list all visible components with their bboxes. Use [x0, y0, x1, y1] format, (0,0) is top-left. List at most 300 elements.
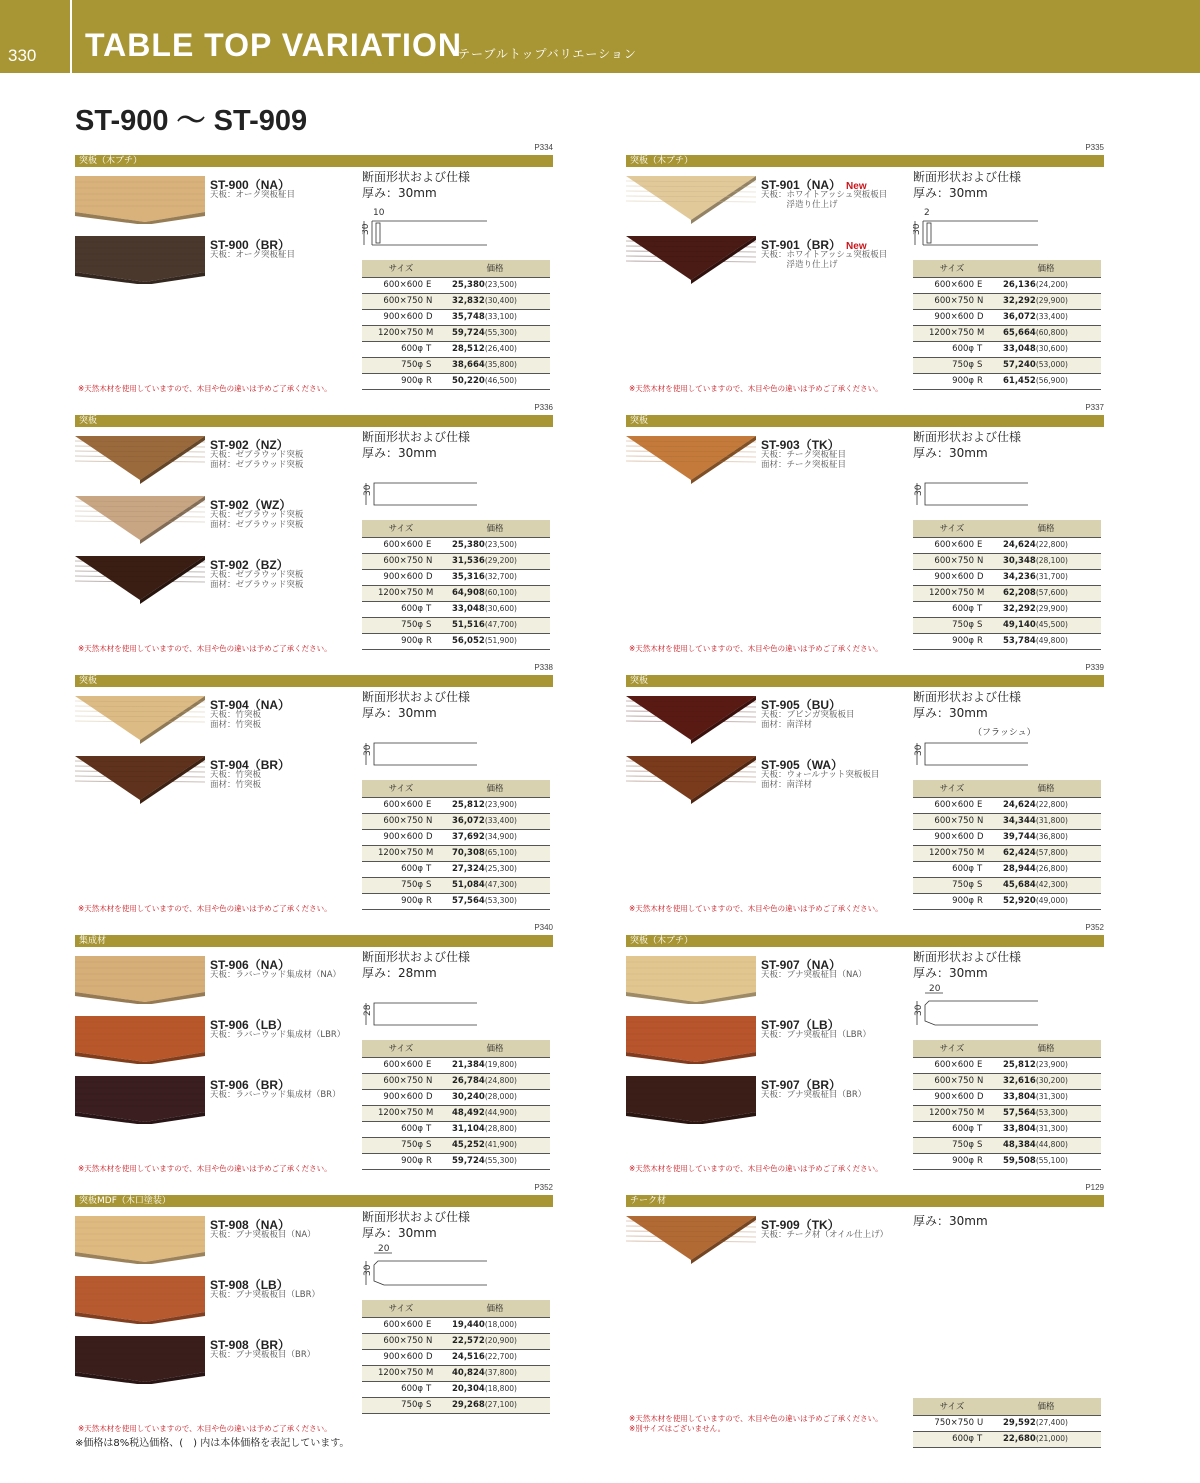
price-value: 59,724 [452, 1156, 485, 1166]
price-cell [440, 829, 550, 845]
price-cell [440, 877, 550, 893]
size-cell: 600φ [362, 1121, 426, 1137]
product-item [626, 956, 926, 1011]
price-cell [991, 893, 1101, 909]
cross-section [362, 461, 492, 513]
price-table-header [362, 260, 550, 277]
price-value: 34,344 [1003, 816, 1036, 826]
product-name-text: ST-905（BU） [761, 698, 842, 712]
product-description: 天板：ラバーウッド集成材（BR） [210, 1090, 341, 1100]
table-row [913, 797, 1101, 813]
product-name-text: ST-907（BR） [761, 1078, 842, 1092]
price-value: 62,208 [1003, 588, 1036, 598]
new-badge: New [846, 181, 867, 192]
price-cell [440, 797, 550, 813]
price-value: 31,104 [452, 1124, 485, 1134]
category-bar: 突板MDF（木口塗装） [75, 1195, 553, 1207]
tabletop-swatch [75, 436, 205, 484]
price-cell [991, 1415, 1101, 1431]
price-value: 39,744 [1003, 832, 1036, 842]
base-price: (31,300) [1035, 1092, 1068, 1101]
price-table [913, 1040, 1101, 1170]
spec-heading: 断面形状および仕様 [913, 170, 1022, 184]
thickness: 厚み：30mm [362, 186, 437, 200]
base-price: (22,800) [1035, 540, 1068, 549]
dim-top: 2 [924, 208, 930, 218]
size-cell: 750φ [362, 1137, 426, 1153]
price-table [913, 520, 1101, 650]
table-row [913, 537, 1101, 553]
table-row [913, 829, 1101, 845]
base-price: (30,600) [484, 604, 517, 613]
size-cell: 900×600 [362, 829, 426, 845]
category-bar: 突板（木ブチ） [75, 155, 553, 167]
size-code: S [426, 877, 440, 893]
base-price: (29,900) [1035, 604, 1068, 613]
size-cell: 750φ [913, 877, 977, 893]
size-code: T [977, 1121, 991, 1137]
size-cell: 900×600 [913, 569, 977, 585]
dim-height: 30 [363, 484, 373, 496]
product-description: 天板：ラバーウッド集成材（LBR） [210, 1030, 346, 1040]
price-header: 価格 [440, 1040, 550, 1057]
size-cell: 600φ [362, 1381, 426, 1397]
tabletop-swatch [75, 1216, 205, 1264]
size-code: S [977, 357, 991, 373]
table-row [913, 845, 1101, 861]
product-item [626, 236, 926, 291]
table-row [362, 797, 550, 813]
product-name-text: ST-903（TK） [761, 438, 840, 452]
category-bar: 突板 [75, 675, 553, 687]
category-bar: 突板 [626, 675, 1104, 687]
spec-heading: 断面形状および仕様 [913, 430, 1022, 444]
wood-note: ※天然木材を使用していますので、木目や色の違いは予めご了承ください。 [78, 384, 332, 393]
size-cell: 900×600 [913, 829, 977, 845]
price-value: 25,812 [1003, 1060, 1036, 1070]
size-cell: 600×750 [362, 553, 426, 569]
size-code: E [977, 1057, 991, 1073]
size-code: N [426, 553, 440, 569]
base-price: (23,500) [484, 280, 517, 289]
price-cell [991, 1105, 1101, 1121]
price-table-header [362, 520, 550, 537]
product-description: 天板：オーク突板柾目 [210, 190, 296, 200]
product-item [75, 1336, 375, 1391]
price-header: 価格 [440, 780, 550, 797]
price-value: 36,072 [1003, 312, 1036, 322]
price-value: 51,516 [452, 620, 485, 630]
tabletop-swatch [75, 236, 205, 284]
edge-band [927, 223, 931, 243]
spec-block [362, 169, 470, 201]
base-price: (44,900) [484, 1108, 517, 1117]
price-cell [991, 553, 1101, 569]
product-item [75, 436, 375, 491]
price-cell [440, 1105, 550, 1121]
size-header: サイズ [362, 520, 440, 537]
spec-block [362, 949, 470, 981]
cross-section [913, 461, 1043, 513]
price-cell [440, 1057, 550, 1073]
cross-section [362, 201, 492, 253]
product-name-text: ST-909（TK） [761, 1218, 840, 1232]
size-code: E [977, 797, 991, 813]
base-price: (60,800) [1035, 328, 1068, 337]
section-outline [925, 1001, 1038, 1025]
price-header: 価格 [991, 260, 1101, 277]
price-cell [440, 1153, 550, 1169]
price-value: 52,920 [1003, 896, 1036, 906]
price-value: 35,316 [452, 572, 485, 582]
size-code: T [977, 861, 991, 877]
product-section [626, 403, 1104, 661]
product-name-text: ST-900（NA） [210, 178, 291, 192]
table-row [362, 893, 550, 909]
size-code: N [977, 813, 991, 829]
price-table-header [913, 1040, 1101, 1057]
size-cell: 600×600 [913, 537, 977, 553]
product-description: 天板：ホワイトアッシュ突板板目 浮造り仕上げ [761, 190, 888, 210]
size-cell: 900φ [913, 1153, 977, 1169]
thickness: 厚み：30mm [913, 446, 988, 460]
product-description: 天板：ブナ突板柾目（LBR） [761, 1030, 871, 1040]
size-header: サイズ [913, 780, 991, 797]
size-cell: 600φ [362, 861, 426, 877]
base-price: (31,700) [1035, 572, 1068, 581]
base-price: (34,900) [484, 832, 517, 841]
price-cell [991, 569, 1101, 585]
price-cell [440, 1381, 550, 1397]
base-price: (55,300) [484, 328, 517, 337]
price-value: 22,572 [452, 1336, 485, 1346]
spec-block [913, 1213, 988, 1229]
price-cell [991, 325, 1101, 341]
table-row [362, 633, 550, 649]
base-price: (49,800) [1035, 636, 1068, 645]
price-cell [440, 277, 550, 293]
size-header: サイズ [362, 1300, 440, 1317]
base-price: (36,800) [1035, 832, 1068, 841]
price-value: 48,492 [452, 1108, 485, 1118]
size-code: R [426, 633, 440, 649]
new-badge: New [846, 241, 867, 252]
price-value: 32,292 [1003, 296, 1036, 306]
price-table [913, 1398, 1101, 1448]
size-code: S [977, 617, 991, 633]
size-code: M [426, 325, 440, 341]
base-price: (33,100) [484, 312, 517, 321]
base-price: (30,600) [1035, 344, 1068, 353]
price-cell [440, 309, 550, 325]
price-value: 59,508 [1003, 1156, 1036, 1166]
size-cell: 1200×750 [362, 1365, 426, 1381]
base-price: (37,800) [484, 1368, 517, 1377]
price-cell [440, 1089, 550, 1105]
size-code: R [977, 373, 991, 389]
product-name-text: ST-902（WZ） [210, 498, 292, 512]
base-price: (18,800) [484, 1384, 517, 1393]
dim-height: 30 [914, 1004, 924, 1016]
size-cell: 600×750 [362, 1333, 426, 1349]
product-section [626, 1183, 1104, 1444]
size-cell: 600φ [913, 341, 977, 357]
price-value: 33,048 [1003, 344, 1036, 354]
thickness: 厚み：30mm [362, 446, 437, 460]
size-code: E [426, 277, 440, 293]
product-description: 天板：チーク材（オイル仕上げ） [761, 1230, 889, 1240]
size-cell: 900φ [362, 1153, 426, 1169]
size-cell: 900φ [362, 373, 426, 389]
price-cell [991, 1137, 1101, 1153]
price-value: 24,516 [452, 1352, 485, 1362]
size-code: E [977, 277, 991, 293]
table-row [362, 373, 550, 389]
table-row [362, 829, 550, 845]
price-cell [991, 861, 1101, 877]
size-code: R [426, 893, 440, 909]
size-code: E [426, 797, 440, 813]
base-price: (23,900) [484, 800, 517, 809]
base-price: (23,900) [1035, 1060, 1068, 1069]
category-bar: チーク材 [626, 1195, 1104, 1207]
size-cell: 1200×750 [913, 845, 977, 861]
base-price: (22,700) [484, 1352, 517, 1361]
size-cell: 750φ [913, 1137, 977, 1153]
size-code: E [426, 537, 440, 553]
size-code: D [977, 829, 991, 845]
size-cell: 1200×750 [362, 325, 426, 341]
flash-label: （フラッシュ） [973, 728, 1036, 738]
product-name-text: ST-900（BR） [210, 238, 291, 252]
price-cell [440, 585, 550, 601]
table-row [913, 1057, 1101, 1073]
price-cell [440, 373, 550, 389]
cross-section-diagram [362, 1241, 492, 1289]
header-title: TABLE TOP VARIATION [85, 27, 462, 63]
product-item [626, 696, 926, 751]
base-price: (20,900) [484, 1336, 517, 1345]
product-section [75, 923, 553, 1181]
size-cell: 900φ [913, 893, 977, 909]
price-value: 25,812 [452, 800, 485, 810]
size-cell: 600×600 [362, 1317, 426, 1333]
price-table [362, 260, 550, 390]
price-cell [440, 1333, 550, 1349]
product-item [626, 1016, 926, 1071]
price-table [362, 1300, 550, 1414]
product-description: 天板：オーク突板柾目 [210, 250, 296, 260]
base-price: (49,000) [1035, 896, 1068, 905]
product-item [626, 756, 926, 811]
price-value: 21,384 [452, 1060, 485, 1070]
price-value: 32,832 [452, 296, 485, 306]
section-outline [374, 1261, 487, 1285]
cross-section-diagram [913, 201, 1043, 249]
price-value: 33,804 [1003, 1092, 1036, 1102]
product-item [626, 1076, 926, 1131]
base-price: (27,100) [484, 1400, 517, 1409]
size-cell: 750φ [913, 357, 977, 373]
section-outline [374, 483, 477, 505]
price-cell [440, 1073, 550, 1089]
category-bar: 突板 [75, 415, 553, 427]
tabletop-swatch [626, 696, 756, 744]
cross-section [913, 981, 1043, 1033]
product-name-text: ST-906（NA） [210, 958, 291, 972]
table-row [362, 1397, 550, 1413]
price-value: 49,140 [1003, 620, 1036, 630]
price-value: 56,052 [452, 636, 485, 646]
section-outline [925, 743, 1028, 765]
size-code: D [977, 569, 991, 585]
category-bar: 突板（木ブチ） [626, 155, 1104, 167]
price-cell [991, 1057, 1101, 1073]
price-value: 20,304 [452, 1384, 485, 1394]
price-header: 価格 [991, 520, 1101, 537]
price-value: 36,072 [452, 816, 485, 826]
page-reference: P339 [1085, 663, 1104, 672]
price-cell [440, 553, 550, 569]
table-row [362, 617, 550, 633]
size-cell: 900φ [362, 633, 426, 649]
product-name-text: ST-908（BR） [210, 1338, 291, 1352]
tabletop-swatch [75, 1336, 205, 1384]
product-item [626, 436, 926, 491]
size-code: R [977, 1153, 991, 1169]
size-code: M [426, 585, 440, 601]
table-row [913, 813, 1101, 829]
size-cell: 600φ [913, 1121, 977, 1137]
table-row [362, 585, 550, 601]
price-cell [991, 373, 1101, 389]
base-price: (65,100) [484, 848, 517, 857]
base-price: (44,800) [1035, 1140, 1068, 1149]
price-header: 価格 [440, 520, 550, 537]
price-cell [991, 1121, 1101, 1137]
price-value: 33,804 [1003, 1124, 1036, 1134]
price-value: 29,592 [1003, 1418, 1036, 1428]
table-row [913, 293, 1101, 309]
table-row [913, 1089, 1101, 1105]
base-price: (24,200) [1035, 280, 1068, 289]
category-bar: 突板（木ブチ） [626, 935, 1104, 947]
wood-note: ※天然木材を使用していますので、木目や色の違いは予めご了承ください。 ※別サイズはございません。 [629, 1414, 883, 1433]
base-price: (29,900) [1035, 296, 1068, 305]
price-cell [991, 1431, 1101, 1447]
base-price: (57,600) [1035, 588, 1068, 597]
price-cell [440, 293, 550, 309]
product-name-text: ST-906（LB） [210, 1018, 289, 1032]
base-price: (28,000) [484, 1092, 517, 1101]
spec-block [362, 429, 470, 461]
price-cell [440, 537, 550, 553]
product-name-text: ST-901（NA） [761, 178, 842, 192]
size-code: R [426, 1153, 440, 1169]
price-cell [991, 309, 1101, 325]
product-description: 天板：ブナ突板柾目（NA） [761, 970, 867, 980]
price-value: 25,380 [452, 280, 485, 290]
size-code: T [426, 601, 440, 617]
table-row [362, 553, 550, 569]
price-value: 30,348 [1003, 556, 1036, 566]
dim-height: 30 [913, 223, 922, 235]
edge-band [376, 223, 380, 243]
wood-note: ※天然木材を使用していますので、木目や色の違いは予めご了承ください。 [629, 1164, 883, 1173]
price-cell [991, 797, 1101, 813]
size-code: R [977, 893, 991, 909]
base-price: (29,200) [484, 556, 517, 565]
size-cell: 900φ [362, 893, 426, 909]
price-value: 50,220 [452, 376, 485, 386]
tabletop-swatch [75, 756, 205, 804]
price-value: 32,292 [1003, 604, 1036, 614]
table-row [362, 1381, 550, 1397]
product-description: 天板：ウォールナット突板板目 面材：南洋材 [761, 770, 880, 790]
price-table-header [913, 1398, 1101, 1415]
price-cell [440, 357, 550, 373]
size-cell: 750φ [362, 357, 426, 373]
product-name-text: ST-902（BZ） [210, 558, 289, 572]
size-cell: 600×600 [913, 797, 977, 813]
price-cell [440, 813, 550, 829]
base-price: (26,800) [1035, 864, 1068, 873]
table-row [362, 1333, 550, 1349]
size-cell: 900φ [913, 373, 977, 389]
base-price: (55,100) [1035, 1156, 1068, 1165]
tabletop-swatch [75, 176, 205, 224]
price-value: 22,680 [1003, 1434, 1036, 1444]
product-description: 天板：ブナ突板柾目（BR） [761, 1090, 867, 1100]
base-price: (51,900) [484, 636, 517, 645]
tabletop-swatch [626, 956, 756, 1004]
price-table [913, 780, 1101, 910]
table-row [362, 877, 550, 893]
size-cell: 900×600 [362, 569, 426, 585]
thickness: 厚み：30mm [913, 706, 988, 720]
size-cell: 900φ [913, 633, 977, 649]
price-cell [991, 829, 1101, 845]
product-item [75, 176, 375, 231]
size-code: M [977, 585, 991, 601]
dim-height: 30 [914, 484, 924, 496]
price-value: 70,308 [452, 848, 485, 858]
base-price: (23,500) [484, 540, 517, 549]
size-code: T [426, 861, 440, 877]
size-header: サイズ [913, 520, 991, 537]
size-cell: 900×600 [362, 1349, 426, 1365]
price-header: 価格 [440, 260, 550, 277]
size-code: M [426, 845, 440, 861]
price-value: 38,664 [452, 360, 485, 370]
table-row [362, 1317, 550, 1333]
size-code: D [426, 1349, 440, 1365]
tabletop-swatch [75, 956, 205, 1004]
base-price: (31,300) [1035, 1124, 1068, 1133]
size-code: T [977, 1431, 991, 1447]
price-table [362, 1040, 550, 1170]
tabletop-swatch [75, 496, 205, 544]
size-code: M [977, 325, 991, 341]
spec-heading: 断面形状および仕様 [362, 430, 471, 444]
table-row [913, 585, 1101, 601]
wood-note: ※天然木材を使用していますので、木目や色の違いは予めご了承ください。 [78, 1424, 332, 1433]
table-row [913, 553, 1101, 569]
price-value: 32,616 [1003, 1076, 1036, 1086]
dim-top: 20 [929, 984, 941, 994]
base-price: (27,400) [1035, 1418, 1068, 1427]
size-code: T [426, 1381, 440, 1397]
